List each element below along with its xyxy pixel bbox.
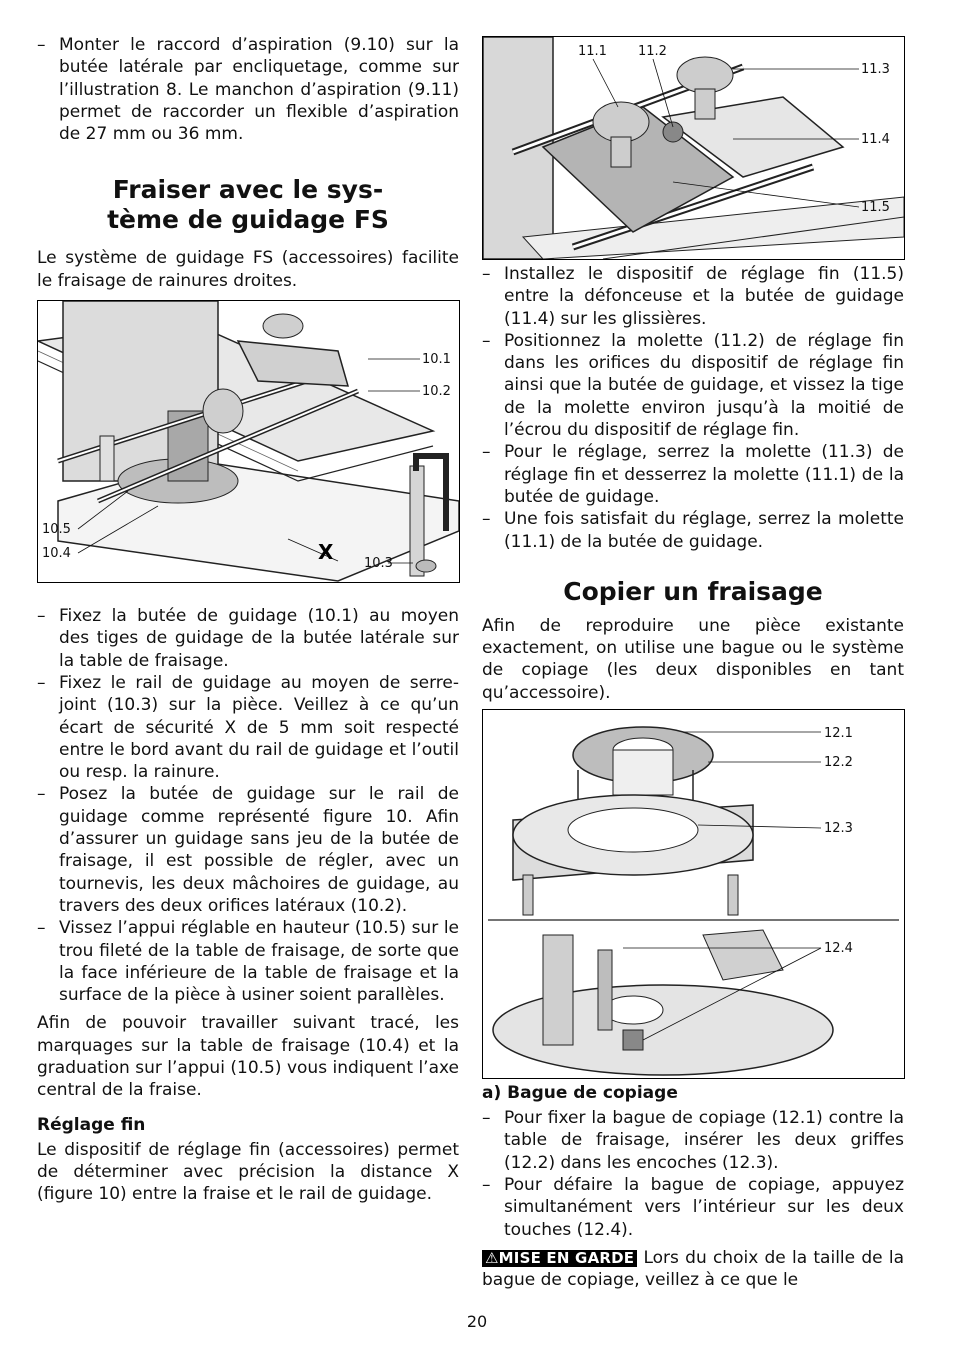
callout-x: X [318,540,334,565]
callout-12-2: 12.2 [824,755,853,771]
fs-intro-paragraph: Le système de guidage FS (accessoires) facilite le fraisage de rainures droites. [37,248,459,291]
list-item: – Positionnez la molette (11.2) de réglage fin dans les orifices du dispositif de réglage fin ainsi que la butée de guidage, et vissez la tige de la molette environ jusqu’à la moitié de l’écrou du dispositif de réglage fin. [482,330,904,441]
figure-11 [482,36,905,260]
callout-12-4: 12.4 [824,941,853,957]
callout-10-1: 10.1 [422,352,451,368]
callout-11-5: 11.5 [861,200,890,215]
fs-bullet-list [37,605,459,1006]
figure-11-illustration [483,37,904,259]
copy-ring-bullet-list [482,1107,904,1241]
list-item: – Pour défaire la bague de copiage, appuyez simultanément vers l’intérieur sur les deux touches (12.4). [482,1174,904,1241]
list-item: – Pour le réglage, serrez la molette (11.3) de réglage fin et desserrez la molette (11.1) de la butée de guidage. [482,441,904,508]
warning-badge [482,1250,637,1267]
figure-10-illustration [38,301,459,582]
fine-adjust-heading: Réglage fin [37,1114,146,1135]
callout-12-3: 12.3 [824,821,853,837]
intro-list [37,34,459,145]
section-heading-copy: Copier un fraisage [563,576,823,606]
subheading-copy-ring: a) Bague de copiage [482,1083,678,1104]
left-column [37,34,459,1206]
list-item: – Installez le dispositif de réglage fin (11.5) entre la défonceuse et la butée de guidage (11.4) sur les glissières. [482,263,904,330]
section-heading-fs [37,175,459,235]
callout-10-2: 10.2 [422,384,451,400]
heading-line: Fraiser avec le sys- [112,175,384,205]
figure-10 [37,300,460,583]
callout-11-3: 11.3 [861,62,890,77]
callout-11-2: 11.2 [638,44,667,59]
page-number: 20 [466,1312,488,1331]
heading-line: tème de guidage FS [107,205,389,235]
list-item: – Fixez la butée de guidage (10.1) au moyen des tiges de guidage de la butée latérale sur la table de fraisage. [37,605,459,672]
warning-text: Lors du choix de la taille de la bague de copiage, veillez à ce que le [482,1247,904,1291]
right-column [482,34,904,1291]
list-item: – Vissez l’appui réglable en hauteur (10.5) sur le trou fileté de la table de fraisage, de sorte que la face inférieure de la table de fraisage et la surface de la pièce à usiner soient parallèles. [37,917,459,1006]
callout-12-1: 12.1 [824,726,853,742]
callout-10-5: 10.5 [42,522,71,538]
warning-triangle-icon: ⚠ [485,1248,499,1267]
warning-paragraph [482,1247,904,1292]
callout-11-4: 11.4 [861,132,890,147]
warning-label: MISE EN GARDE [498,1248,635,1267]
figure-12-illustration [483,710,904,1078]
fine-adjust-bullet-list [482,263,904,553]
callout-11-1: 11.1 [578,44,607,59]
list-item: – Monter le raccord d’aspiration (9.10) sur la butée latérale par encliquetage, comme sur l’illustration 8. Le manchon d’aspiration (9.11) permet de raccorder un flexible d’aspiration de 27 mm ou 36 mm. [37,34,459,145]
copy-paragraph: Afin de reproduire une pièce existante exactement, on utilise une bague ou le système de copiage (les deux disponibles en tant qu’accessoire). [482,615,904,703]
list-item: – Une fois satisfait du réglage, serrez la molette (11.1) de la butée de guidage. [482,508,904,553]
marking-paragraph: Afin de pouvoir travailler suivant tracé, les marquages sur la table de fraisage (10.4) et la graduation sur l’appui (10.5) vous indiquent l’axe central de la fraise. [37,1013,459,1101]
list-item: – Pour fixer la bague de copiage (12.1) contre la table de fraisage, insérer les deux griffes (12.2) dans les encoches (12.3). [482,1107,904,1174]
list-item: – Posez la butée de guidage sur le rail de guidage comme représenté figure 10. Afin d’assurer un guidage sans jeu de la butée de fraisage, il est possible de régler, avec un tournevis, les deux mâchoires de guidage, au travers des deux orifices latéraux (10.2). [37,783,459,917]
callout-10-3: 10.3 [364,556,393,572]
figure-12 [482,709,905,1079]
list-item: – Fixez le rail de guidage au moyen de serre-joint (10.3) sur la pièce. Veillez à ce qu’un écart de sécurité X de 5 mm soit respecté entre le bord avant du rail de guidage et l’outil ou resp. la rainure. [37,672,459,783]
callout-10-4: 10.4 [42,546,71,562]
fine-adjust-paragraph: Le dispositif de réglage fin (accessoires) permet de déterminer avec précision la distance X (figure 10) entre la fraise et le rail de guidage. [37,1139,459,1205]
